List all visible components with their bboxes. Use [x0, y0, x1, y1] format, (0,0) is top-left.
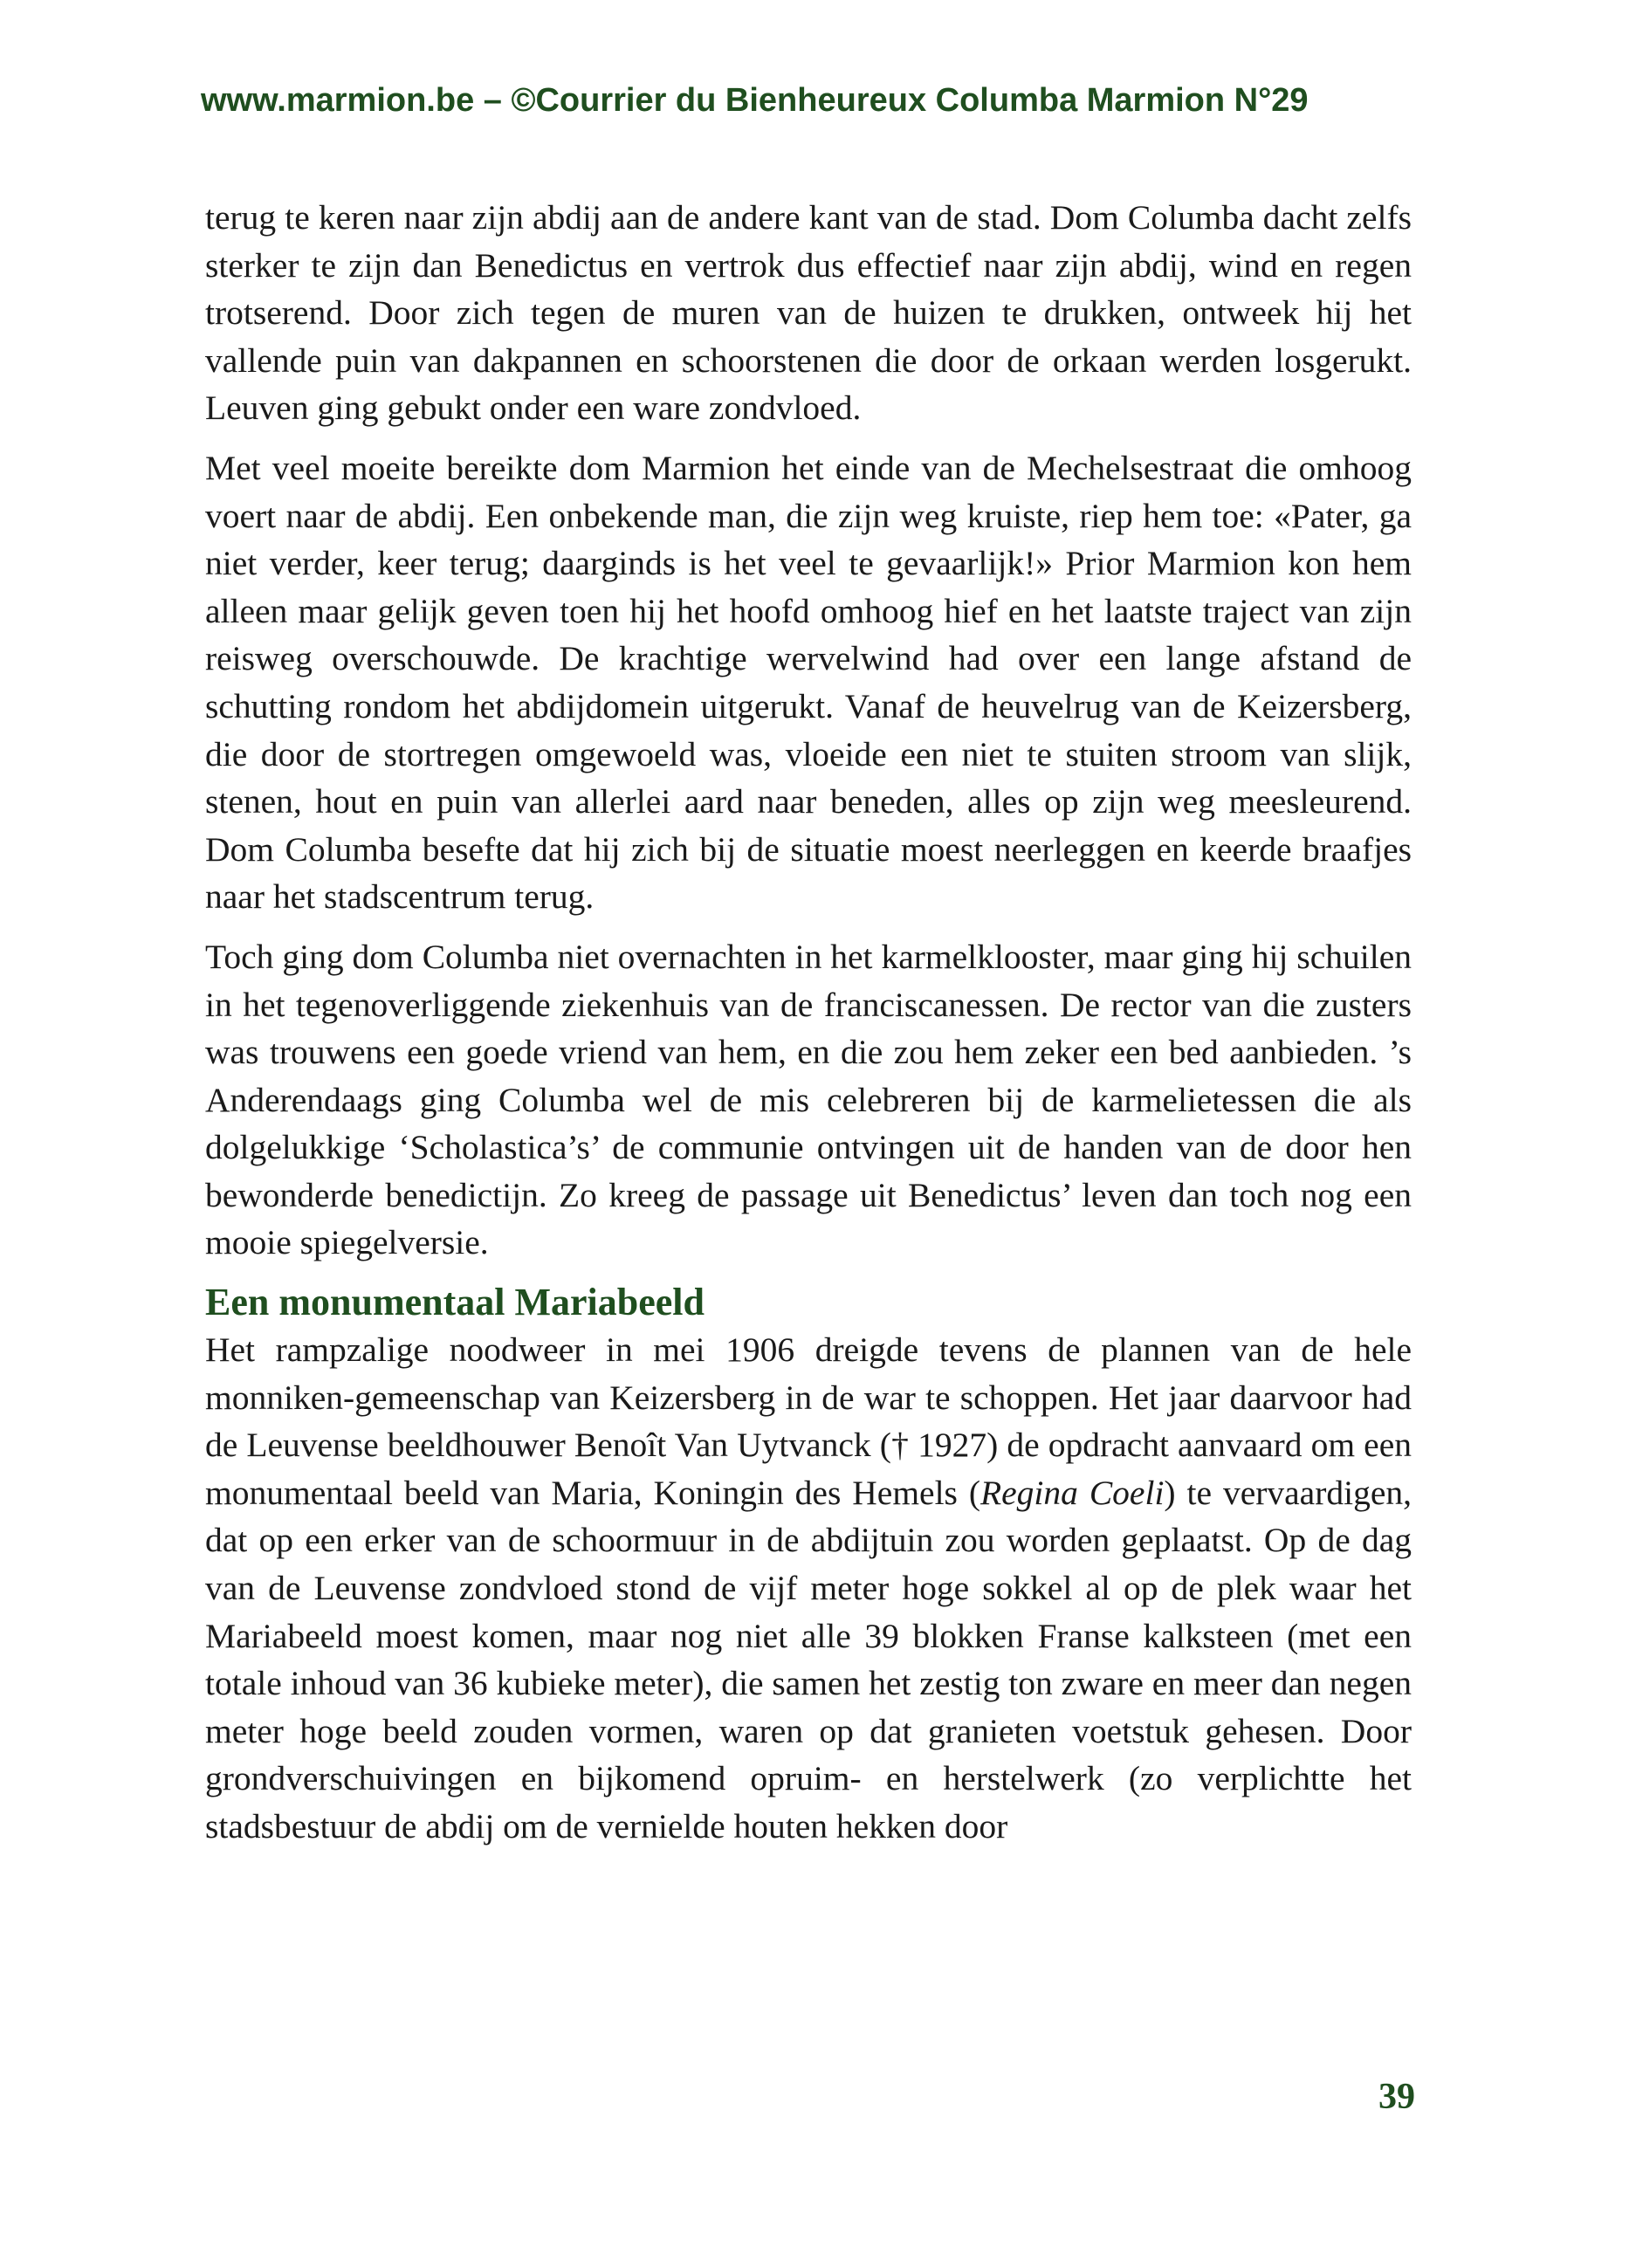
article-body: [205, 194, 1412, 1863]
paragraph-2: Met veel moeite bereikte dom Marmion het einde van de Mechelsestraat die omhoog voert naar de abdij. Een onbekende man, die zijn weg kruiste, riep hem toe: «Pater, ga niet verder, keer terug; daarginds is het veel te gevaarlijk!» Prior Marmion kon hem alleen maar gelijk geven toen hij het hoofd omhoog hief en het laatste traject van zijn reisweg overschouwde. De krachtige wervelwind had over een lange afstand de schutting rondom het abdijdomein uitgerukt. Vanaf de heuvelrug van de Keizersberg, die door de stortregen omgewoeld was, vloeide een niet te stuiten stroom van slijk, stenen, hout en puin van allerlei aard naar beneden, alles op zijn weg meesleurend. Dom Columba besefte dat hij zich bij de situatie moest neerleggen en keerde braafjes naar het stadscentrum terug.: [205, 448, 1412, 917]
running-header: www.marmion.be – ©Courrier du Bienheureux Columba Marmion N°29: [201, 82, 1309, 119]
paragraph-3: Toch ging dom Columba niet overnachten in het karmelklooster, maar ging hij schuilen in het tegenoverliggende ziekenhuis van de franciscanessen. De rector van die zusters was trouwens een goede vriend van hem, en die zou hem zeker een bed aanbieden. ’s Anderendaags ging Columba wel de mis celebreren bij de karmelietessen die als dolgelukkige ‘Scholastica’s’ de communie ontvingen uit de handen van de door hen bewonderde benedictijn. Zo kreeg de passage uit Benedictus’ leven dan toch nog een mooie spiegelversie.: [205, 937, 1412, 1262]
section-paragraph: [205, 1326, 1412, 1851]
section-heading: Een monumentaal Mariabeeld: [205, 1281, 705, 1324]
page-number: 39: [1378, 2077, 1415, 2117]
paragraph-1: terug te keren naar zijn abdij aan de andere kant van de stad. Dom Columba dacht zelfs sterker te zijn dan Benedictus en vertrok dus effectief naar zijn abdij, wind en regen trotserend. Door zich tegen de muren van de huizen te drukken, ontweek hij het vallende puin van dakpannen en schoorstenen die door de orkaan werden losgerukt. Leuven ging gebukt onder een ware zondvloed.: [205, 198, 1412, 428]
section-text-part2: ) te vervaardigen, dat op een erker van de schoormuur in de abdijtuin zou worden geplaatst. Op de dag van de Leuvense zondvloed stond de vijf meter hoge sokkel al op de plek waar het Mariabeeld moest komen, maar nog niet alle 39 blokken Franse kalksteen (met een totale inhoud van 36 kubieke meter), die samen het zestig ton zware en meer dan negen meter hoge beeld zouden vormen, waren op dat granieten voetstuk gehesen. Door grondverschuivingen en bijkomend opruim- en herstelwerk (zo verplichtte het stadsbestuur de abdij om de vernielde houten hekken door: [205, 1473, 1412, 1845]
italic-latin-title: Regina Coeli: [980, 1473, 1165, 1512]
section-text-part1: Het rampzalige noodweer in mei 1906 dreigde tevens de plannen van de hele monniken-gemeenschap van Keizersberg in de war te schoppen. Het jaar daarvoor had de Leuvense beeldhouwer Benoît Van Uytvanck († 1927) de opdracht aanvaard om een monumentaal beeld van Maria, Koningin des Hemels (: [205, 1330, 1412, 1512]
